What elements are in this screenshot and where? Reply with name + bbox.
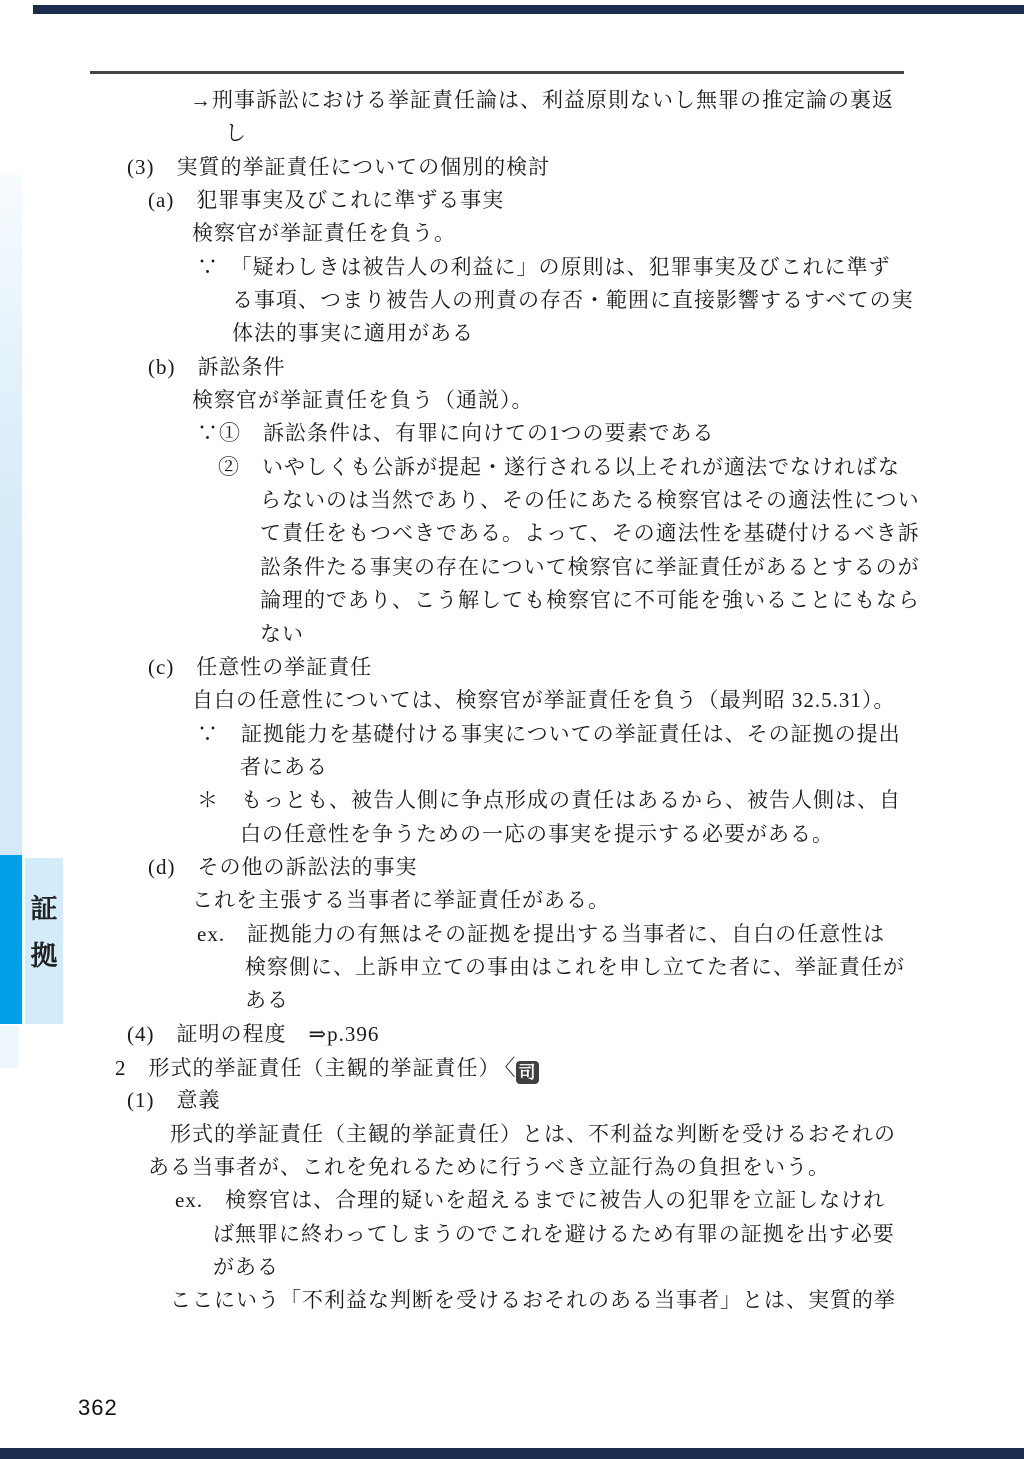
- text-line-content: ある当事者が、これを免れるために行うべき立証行為の負担をいう。: [148, 1155, 830, 1179]
- text-line: [0, 984, 1010, 1017]
- text-line-content: (b) 訴訟条件: [148, 354, 286, 379]
- top-navy-bar: [33, 5, 1024, 14]
- text-line: [0, 517, 1010, 550]
- text-line: [0, 951, 1010, 984]
- text-line-content: 者にある: [240, 754, 328, 779]
- text-line: [0, 1218, 1010, 1251]
- text-line-content: ない: [260, 621, 304, 646]
- text-line-content: (d) その他の訴訟法的事実: [148, 854, 418, 879]
- text-line-content: 論理的であり、こう解しても検察官に不可能を強いることにもなら: [260, 588, 920, 613]
- text-line: [0, 117, 1010, 150]
- text-line: [0, 1151, 1010, 1184]
- text-line: [0, 584, 1010, 617]
- body-text: [0, 84, 1010, 1318]
- text-line: [0, 151, 1010, 184]
- badge-bracket: 〈: [504, 1054, 516, 1080]
- text-line: [0, 1084, 1010, 1117]
- text-line: [0, 551, 1010, 584]
- text-line-content: らないのは当然であり、その任にあたる検察官はその適法性につい: [260, 488, 920, 513]
- text-line-content: これを主張する当事者に挙証責任がある。: [192, 888, 610, 913]
- text-line: [0, 1118, 1010, 1151]
- text-line: [0, 1018, 1010, 1051]
- text-line-content: (1) 意義: [127, 1088, 221, 1113]
- text-line-content: (a) 犯罪事実及びこれに準ずる事実: [148, 188, 505, 213]
- text-line-content: 形式的挙証責任（主観的挙証責任）とは、不利益な判断を受けるおそれの: [170, 1121, 896, 1146]
- text-line-content: る事項、つまり被告人の刑責の存否・範囲に直接影響するすべての実: [232, 288, 914, 313]
- text-line-content: 訟条件たる事実の存在について検察官に挙証責任があるとするのが: [260, 554, 920, 579]
- text-line-content: ＊ もっとも、被告人側に争点形成の責任はあるから、被告人側は、自: [197, 788, 901, 813]
- text-line: [0, 751, 1010, 784]
- shihou-exam-badge: 司: [516, 1061, 539, 1084]
- header-rule: [90, 71, 904, 74]
- text-line-content: て責任をもつべきである。よって、その適法性を基礎付けるべき訴: [260, 521, 920, 546]
- text-line: [0, 484, 1010, 517]
- text-line-content: 2 形式的挙証責任（主観的挙証責任）: [115, 1055, 501, 1080]
- text-line: [0, 784, 1010, 817]
- text-line-content: ある: [245, 988, 289, 1013]
- text-line: [0, 217, 1010, 250]
- text-line-content: 白の任意性を争うための一応の事実を提示する必要がある。: [240, 821, 834, 846]
- text-line-content: 検察側に、上訴申立ての事由はこれを申し立てた者に、挙証責任が: [245, 954, 905, 979]
- text-line: [0, 618, 1010, 651]
- text-line: [0, 851, 1010, 884]
- text-line: [0, 818, 1010, 851]
- text-line-content: (4) 証明の程度 ⇒p.396: [127, 1021, 380, 1046]
- text-line: [0, 284, 1010, 317]
- text-line: [0, 251, 1010, 284]
- text-line: [0, 918, 1010, 951]
- text-line-content: ex. 検察官は、合理的疑いを超えるまでに被告人の犯罪を立証しなけれ: [175, 1188, 886, 1213]
- text-line: [0, 884, 1010, 917]
- text-line: [0, 1251, 1010, 1284]
- text-line-content: がある: [213, 1255, 279, 1280]
- text-line: [0, 684, 1010, 717]
- text-line: [0, 317, 1010, 350]
- chapter-tab-char-2: 拠: [30, 941, 58, 971]
- text-line: [0, 351, 1010, 384]
- text-line-content: し: [225, 121, 247, 146]
- text-line-content: ② いやしくも公訴が提起・遂行される以上それが適法でなければな: [218, 454, 900, 479]
- text-line: [0, 1184, 1010, 1217]
- text-line: [0, 451, 1010, 484]
- text-line-content: ex. 証拠能力の有無はその証拠を提出する当事者に、自白の任意性は: [197, 921, 886, 946]
- text-line: [0, 1051, 1010, 1084]
- text-line: [0, 184, 1010, 217]
- text-line-content: →刑事訴訟における挙証責任論は、利益原則ないし無罪の推定論の裏返: [190, 88, 894, 112]
- chapter-tab-char-1: 証: [30, 894, 58, 924]
- text-line-content: (3) 実質的挙証責任についての個別的検討: [127, 154, 551, 179]
- text-line-content: 検察官が挙証責任を負う（通説）。: [192, 388, 534, 413]
- text-line: [0, 384, 1010, 417]
- text-line: [0, 1284, 1010, 1317]
- page-number: 362: [78, 1395, 118, 1420]
- text-line: [0, 417, 1010, 450]
- text-line: [0, 651, 1010, 684]
- bottom-navy-bar: [0, 1448, 1024, 1459]
- text-line-content: ∵ 証拠能力を基礎付ける事実についての挙証責任は、その証拠の提出: [197, 721, 901, 746]
- text-line-content: 検察官が挙証責任を負う。: [192, 221, 456, 246]
- text-line-content: ∵① 訴訟条件は、有罪に向けての1つの要素である: [197, 421, 715, 446]
- text-line: [0, 718, 1010, 751]
- text-line-content: (c) 任意性の挙証責任: [148, 654, 373, 679]
- text-line: [0, 84, 1010, 117]
- text-line-content: 自白の任意性については、検察官が挙証責任を負う（最判昭 32.5.31）。: [192, 688, 896, 713]
- text-line-content: ∵ 「疑わしきは被告人の利益に」の原則は、犯罪事実及びこれに準ず: [197, 254, 891, 279]
- text-line-content: ここにいう「不利益な判断を受けるおそれのある当事者」とは、実質的挙: [170, 1288, 896, 1313]
- text-line-content: 体法的事実に適用がある: [232, 321, 474, 346]
- text-line-content: ば無罪に終わってしまうのでこれを避けるため有罪の証拠を出す必要: [213, 1221, 895, 1246]
